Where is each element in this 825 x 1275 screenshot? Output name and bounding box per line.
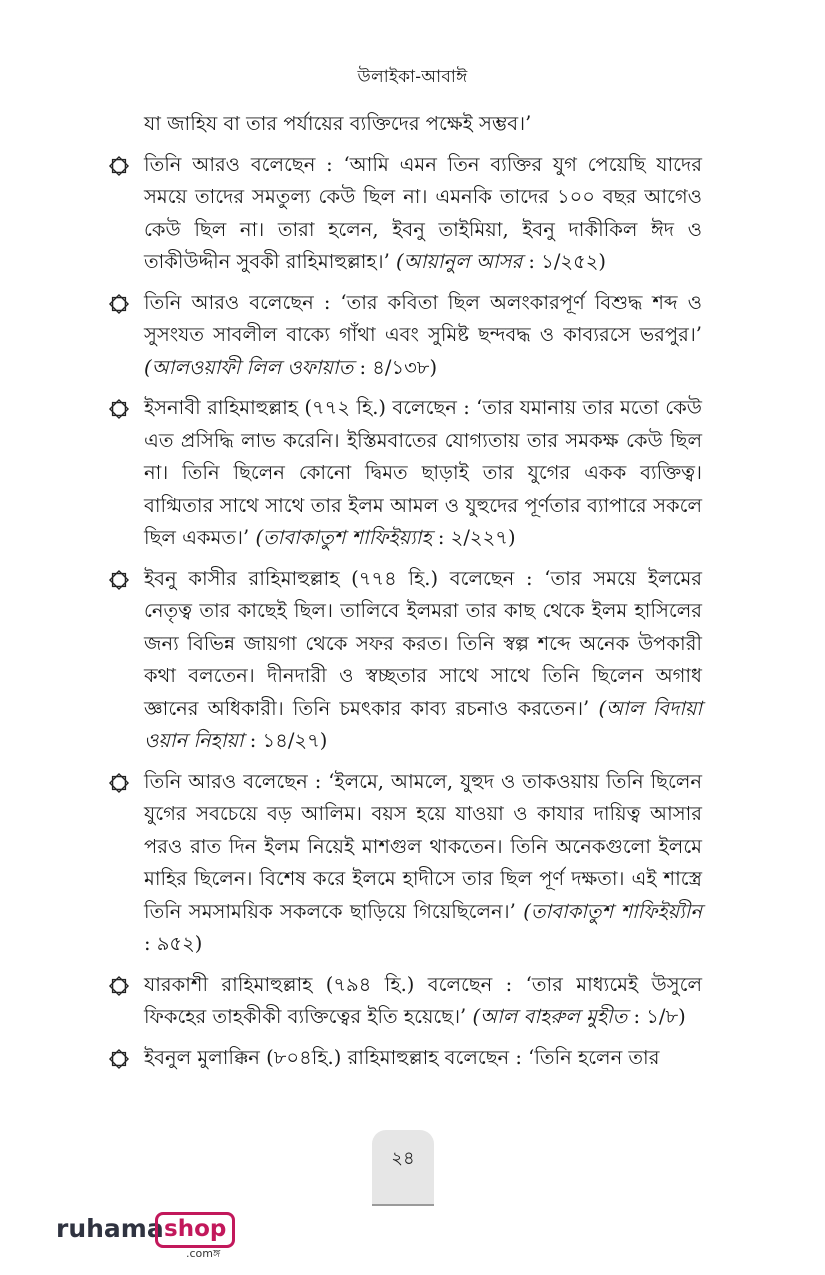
paragraph [108, 149, 702, 279]
paragraph-text: তিনি আরও বলেছেন : ‘আমি এমন তিন ব্যক্তির যুগ পেয়েছি যাদের সময়ে তাদের সমতুল্য কেউ ছিল না। এমনকি তাদের ১০০ বছর আগেও কেউ ছিল না। তারা হলেন, ইবনু তাইমিয়া, ইবনু দাকীকিল ঈদ ও তাকীউদ্দীন সুবকী রাহিমাহুল্লাহ।’ [144, 152, 702, 273]
citation-title: (আয়ানুল আসর [395, 250, 523, 273]
star-bullet-icon [108, 155, 130, 177]
paragraph [108, 392, 702, 555]
star-bullet-icon [108, 293, 130, 315]
star-bullet-icon [108, 569, 130, 591]
paragraph [108, 766, 702, 961]
paragraph-text: ইবনুল মুলাক্কিন (৮০৪হি.) রাহিমাহুল্লাহ বলেছেন : ‘তিনি হলেন তার [144, 1045, 660, 1069]
paragraph-text: তিনি আরও বলেছেন : ‘তার কবিতা ছিল অলংকারপূর্ণ বিশুদ্ধ শব্দ ও সুসংযত সাবলীল বাক্যে গাঁথা এবং সুমিষ্ট ছন্দবদ্ধ ও কাব্যরসে ভরপুর।’ [144, 290, 702, 346]
citation-title: (তাবাকাতুশ শাফিইয়্যাহ [255, 526, 432, 549]
running-header: উলাইকা-আবাঈ [357, 67, 468, 87]
paragraph-text: ইবনু কাসীর রাহিমাহুল্লাহ (৭৭৪ হি.) বলেছেন : ‘তার সময়ে ইলমের নেতৃত্ব তার কাছেই ছিল। তালিবে ইলমরা তার কাছ থেকে ইলম হাসিলের জন্য বিভিন্ন জায়গা থেকে সফর করত। তিনি স্বল্প শব্দে অনেক উপকারী কথা বলতেন। দীনদারী ও স্বচ্ছতার সাথে সাথে তিনি ছিলেন অগাধ জ্ঞানের অধিকারী। তিনি চমৎকার কাব্য রচনাও করতেন।’ [144, 566, 702, 720]
star-bullet-icon [108, 975, 130, 997]
citation-ref: : ৪/১৩৮) [353, 355, 438, 379]
citation-ref: : ১৪/২৭) [243, 729, 328, 752]
paragraph-text: তিনি আরও বলেছেন : ‘ইলমে, আমলে, যুহুদ ও তাকওয়ায় তিনি ছিলেন যুগের সবচেয়ে বড় আলিম। বয়স হয়ে যাওয়া ও কাযার দায়িত্ব আসার পরও রাত দিন ইলম নিয়েই মাশগুল থাকতেন। তিনি অনেকগুলো ইলমে মাহির ছিলেন। বিশেষ করে ইলমে হাদীসে তার ছিল পূর্ণ দক্ষতা। এই শাস্ত্রে তিনি সমসাময়িক সকলকে ছাড়িয়ে গিয়েছিলেন।’ [144, 769, 702, 923]
citation-ref: : ১/২৫২) [522, 250, 607, 273]
logo-wordmark: ruhama [56, 1214, 164, 1243]
continued-line: যা জাহিয বা তার পর্যায়ের ব্যক্তিদের পক্ষেই সম্ভব।’ [144, 112, 532, 135]
citation-title: (আল বাহরুল মুহীত [472, 1005, 628, 1028]
ruhama-shop-logo [56, 1210, 236, 1260]
paragraph [108, 563, 702, 758]
paragraph-text: ইসনাবী রাহিমাহুল্লাহ (৭৭২ হি.) বলেছেন : ‘তার যমানায় তার মতো কেউ এত প্রসিদ্ধি লাভ করেনি। ইস্তিমবাতের যোগ্যতায় তার সমকক্ষ কেউ ছিল না। তিনি ছিলেন কোনো দ্বিমত ছাড়াই তার যুগের একক ব্যক্তিত্ব। বাগ্মিতার সাথে সাথে তার ইলম আমল ও যুহুদের পূর্ণতার ব্যাপারে সকলে ছিল একমত।’ [144, 396, 702, 549]
paragraph [108, 287, 702, 385]
paragraph-text: যারকাশী রাহিমাহুল্লাহ (৭৯৪ হি.) বলেছেন : ‘তার মাধ্যমেই উসুলে ফিকহের তাহকীকী ব্যক্তিত্বের ইতি হয়েছে।’ [144, 972, 702, 1028]
citation-title: (আল বিদায়া ওয়ান নিহায়া [144, 696, 703, 752]
paragraph [108, 969, 702, 1034]
star-bullet-icon [108, 398, 130, 420]
citation-ref: : ৯৫২) [144, 932, 203, 955]
citation-ref: : ২/২২৭) [431, 526, 516, 549]
star-bullet-icon [108, 772, 130, 794]
page-body [108, 108, 702, 1082]
paragraph [108, 1042, 702, 1075]
page-number: ২৪ [391, 1148, 415, 1169]
page-number-tab [372, 1130, 434, 1206]
citation-title: (তাবাকাতুশ শাফিইয়্যীন [523, 899, 702, 923]
citation-title: (আলওয়াফী লিল ওফায়াত [144, 355, 354, 379]
star-bullet-icon [108, 1048, 130, 1070]
citation-ref: : ১/৮) [627, 1005, 686, 1028]
logo-domain: .comঙ্গ [186, 1247, 221, 1260]
logo-shop-badge: shop [155, 1212, 235, 1248]
